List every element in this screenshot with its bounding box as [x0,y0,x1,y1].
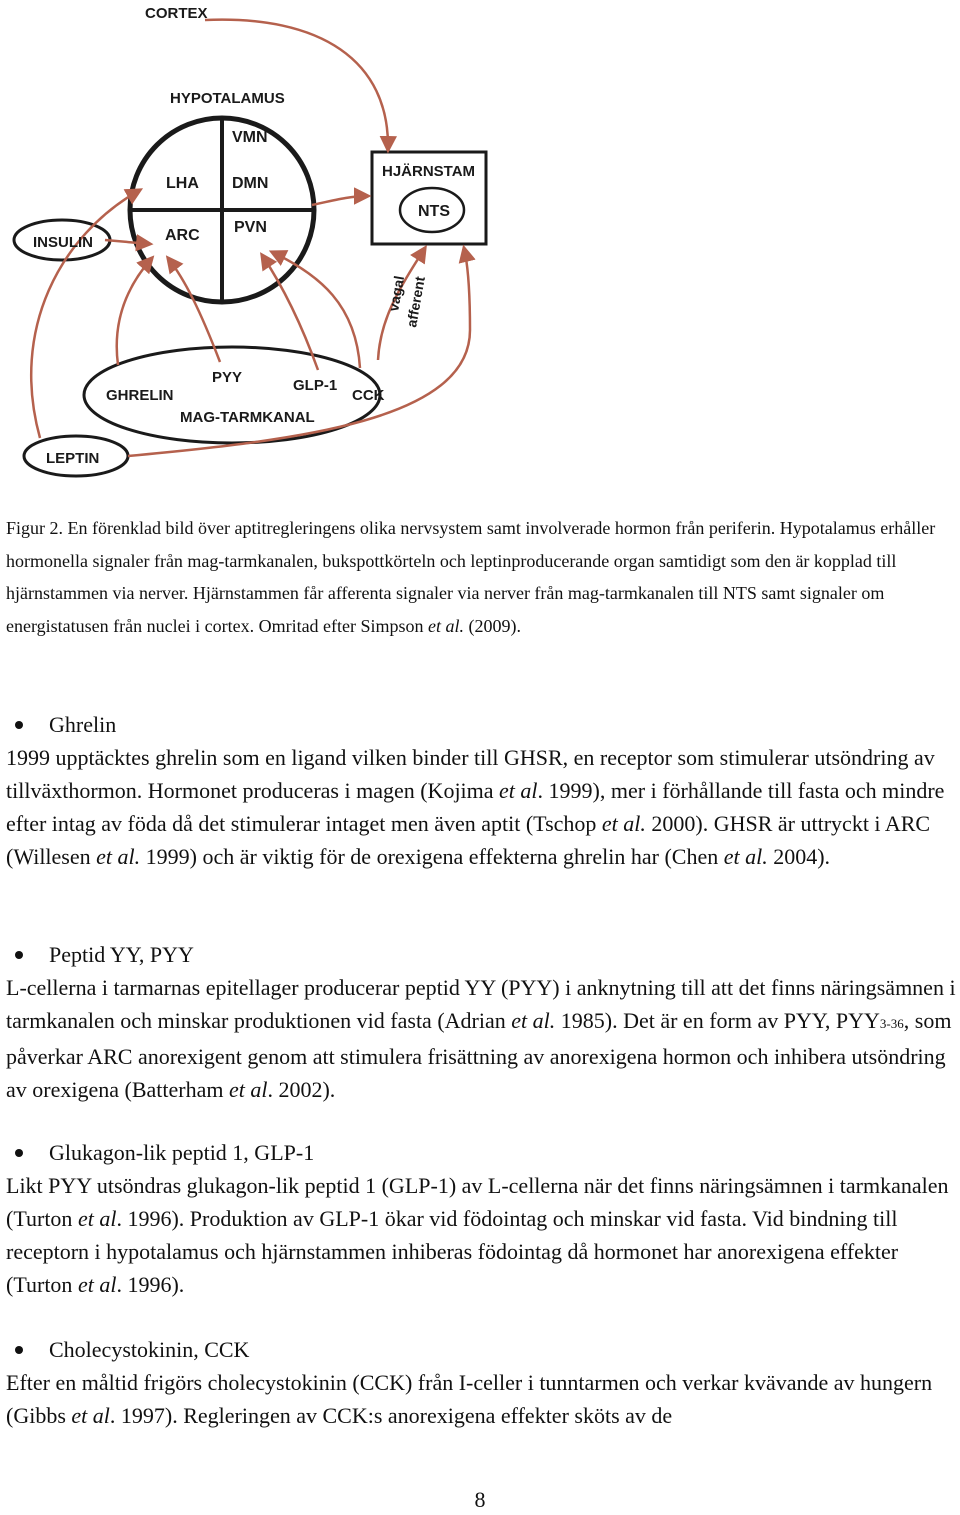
insulin-to-arc-arrow [105,240,150,244]
figure-caption: Figur 2. En förenklad bild över aptitregleringens olika nervsystem samt involverade hormon från periferin. Hypotalamus erhåller hormonella signaler från mag-tarmkanalen, bukspottkörteln och leptinproducerande organ samtidigt som den är kopplad till hjärnstammen via nerver. Hjärnstammen får afferenta signaler via nerver från mag-tarmkanalen till NTS samt signaler om energistatusen från nuclei i cortex. Omritad efter Simpson et al. (2009). [6,518,936,636]
label-afferent: afferent [403,275,428,329]
section-title: Cholecystokinin, CCK [6,1333,956,1366]
label-lha: LHA [166,175,199,192]
label-nts: NTS [418,203,450,220]
section-body: 1999 upptäcktes ghrelin som en ligand vilken binder till GHSR, en receptor som stimulerar utsöndring av tillväxthormon. Hormonet produceras i magen (Kojima et al. 1999), mer i förhållande till fasta och mindre efter intag av föda då det stimulerar intaget men även aptit (Tschop et al. 2000). GHSR är uttryckt i ARC (Willesen et al. 1999) och är viktig för de orexigena effekterna ghrelin har (Chen et al. 2004). [6,745,945,869]
label-cck: CCK [352,387,385,404]
label-ghrelin: GHRELIN [106,387,174,404]
label-insulin: INSULIN [33,234,93,251]
section-ghrelin [6,708,956,873]
section-title: Glukagon-lik peptid 1, GLP-1 [6,1136,956,1169]
page-number: 8 [474,1487,486,1512]
appetite-regulation-diagram [0,0,500,480]
section-pyy [6,938,956,1106]
label-arc: ARC [165,227,200,244]
label-mag-tarmkanal: MAG-TARMKANAL [180,409,315,426]
section-glp1 [6,1136,956,1301]
label-glp1: GLP-1 [293,377,338,394]
label-hjarnstam: HJÄRNSTAM [382,163,476,180]
label-cortex: CORTEX [145,5,208,22]
label-pyy: PYY [212,369,243,386]
label-dmn: DMN [232,175,269,192]
hypothalamus-circle [130,118,314,302]
section-title: Ghrelin [6,708,956,741]
label-leptin: LEPTIN [46,450,100,467]
label-pvn: PVN [234,219,267,236]
section-body: L-cellerna i tarmarnas epitellager producerar peptid YY (PYY) i anknytning till att det finns näringsämnen i tarmkanalen och minskar produktionen vid fasta (Adrian et al. 1985). Det är en form av PYY, PYY3-36, som påverkar ARC anorexigent genom att stimulera frisättning av anorexigena hormon och inhibera utsöndring av orexigena (Batterham et al. 2002). [6,975,956,1102]
section-body: Likt PYY utsöndras glukagon-lik peptid 1 (GLP-1) av L-cellerna när det finns näringsämnen i tarmkanalen (Turton et al. 1996). Produktion av GLP-1 ökar vid födointag och minskar vid fasta. Vid bindning till receptorn i hypotalamus och hjärnstammen inhiberas födointag då hormonet har anorexigena effekter (Turton et al. 1996). [6,1173,949,1297]
section-body: Efter en måltid frigörs cholecystokinin (CCK) från I-celler i tunntarmen och verkar kvävande av hungern (Gibbs et al. 1997). Regleringen av CCK:s anorexigena effekter sköts av de [6,1370,933,1428]
label-vmn: VMN [232,129,268,146]
label-hypotalamus: HYPOTALAMUS [170,90,285,107]
label-vagal: vagal [385,274,408,313]
ghrelin-to-arc-arrow [117,258,152,365]
section-title: Peptid YY, PYY [6,938,956,971]
section-cck [6,1333,956,1432]
hypothalamus-to-brainstem-arrow [312,196,368,205]
